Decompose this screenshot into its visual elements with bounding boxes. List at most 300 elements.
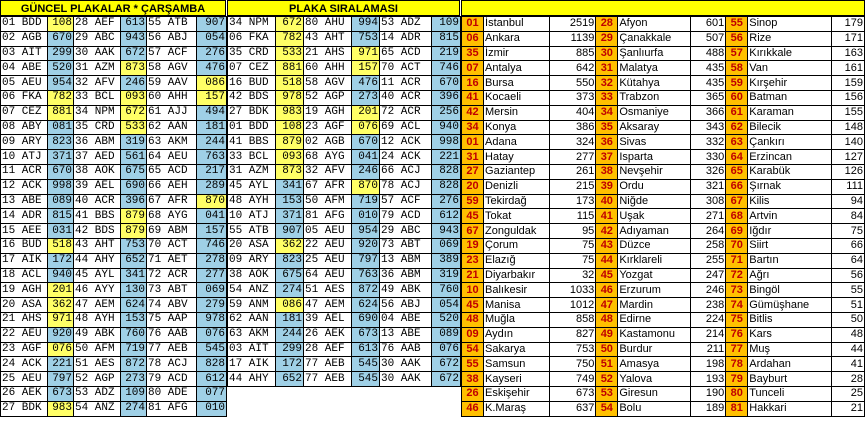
plate-number-cell: 797 bbox=[352, 253, 380, 268]
table-row bbox=[1, 31, 227, 46]
rank-cell: 47 bbox=[596, 298, 618, 313]
city-count-cell: 171 bbox=[831, 31, 864, 46]
plate-number-cell: 389 bbox=[432, 253, 461, 268]
plate-code-cell: 27 BDK bbox=[1, 401, 48, 416]
plate-number-cell: 675 bbox=[276, 268, 304, 283]
city-count-cell: 214 bbox=[691, 327, 726, 342]
plate-number-cell: 153 bbox=[121, 312, 147, 327]
rank-cell: 78 bbox=[726, 357, 748, 372]
rank-cell: 51 bbox=[596, 357, 618, 372]
city-count-cell: 115 bbox=[550, 209, 596, 224]
plate-number-cell: 828 bbox=[197, 357, 227, 372]
plate-code-cell: 40 ACR bbox=[74, 194, 121, 209]
city-count-cell: 56 bbox=[831, 268, 864, 283]
table-row bbox=[1, 120, 227, 135]
plate-code-cell: 58 AGV bbox=[304, 76, 352, 91]
plate-number-cell: 319 bbox=[121, 135, 147, 150]
table-row bbox=[462, 164, 865, 179]
plate-number-cell: 673 bbox=[352, 327, 380, 342]
rank-cell: 38 bbox=[596, 164, 618, 179]
city-name-cell: Trabzon bbox=[618, 90, 691, 105]
plate-code-cell: 28 AEF bbox=[304, 342, 352, 357]
city-count-cell: 173 bbox=[550, 194, 596, 209]
plate-code-cell: 49 ABK bbox=[380, 283, 432, 298]
city-count-cell: 41 bbox=[831, 357, 864, 372]
table-row bbox=[1, 150, 227, 165]
plate-number-cell: 746 bbox=[432, 61, 461, 76]
city-name-cell: Aydın bbox=[484, 327, 550, 342]
city-count-cell: 155 bbox=[831, 105, 864, 120]
plate-code-cell: 23 AGF bbox=[304, 120, 352, 135]
table-row bbox=[1, 357, 227, 372]
current-plates-block bbox=[0, 0, 226, 417]
table-row bbox=[462, 61, 865, 76]
table-row bbox=[228, 90, 461, 105]
plate-number-cell: 815 bbox=[432, 31, 461, 46]
table-row bbox=[1, 17, 227, 32]
city-count-cell: 827 bbox=[550, 327, 596, 342]
rank-cell: 72 bbox=[726, 268, 748, 283]
plate-code-cell: 75 AAP bbox=[147, 312, 197, 327]
plate-number-cell: 201 bbox=[352, 105, 380, 120]
table-row bbox=[228, 327, 461, 342]
city-count-cell: 161 bbox=[831, 61, 864, 76]
plate-number-cell: 157 bbox=[352, 61, 380, 76]
plate-code-cell: 11 ACR bbox=[1, 164, 48, 179]
table-row bbox=[462, 46, 865, 61]
plate-code-cell: 09 ARY bbox=[1, 135, 48, 150]
city-count-cell: 193 bbox=[691, 372, 726, 387]
table-row bbox=[1, 327, 227, 342]
city-name-cell: Kırıkkale bbox=[748, 46, 832, 61]
plate-code-cell: 05 AEU bbox=[1, 76, 48, 91]
plate-code-cell: 04 ABE bbox=[380, 312, 432, 327]
plate-number-cell: 881 bbox=[48, 105, 74, 120]
plate-number-cell: 920 bbox=[48, 327, 74, 342]
city-name-cell: Edirne bbox=[618, 312, 691, 327]
city-count-cell: 277 bbox=[550, 150, 596, 165]
plate-code-cell: 03 AIT bbox=[228, 342, 276, 357]
plate-number-cell: 157 bbox=[197, 90, 227, 105]
rank-cell: 34 bbox=[596, 105, 618, 120]
city-count-cell: 247 bbox=[691, 268, 726, 283]
plate-code-cell: 39 AEL bbox=[304, 312, 352, 327]
city-name-cell: Kilis bbox=[748, 194, 832, 209]
plate-number-cell: 010 bbox=[352, 209, 380, 224]
plate-number-cell: 545 bbox=[352, 372, 380, 387]
plate-code-cell: 66 AEH bbox=[147, 179, 197, 194]
rank-cell: 41 bbox=[596, 209, 618, 224]
plate-code-cell: 51 AES bbox=[74, 357, 121, 372]
rank-cell: 55 bbox=[462, 357, 484, 372]
plate-code-cell: 32 AFV bbox=[74, 76, 121, 91]
plate-code-cell: 52 AGP bbox=[304, 90, 352, 105]
plate-code-cell: 34 NPM bbox=[74, 105, 121, 120]
city-count-cell: 44 bbox=[831, 342, 864, 357]
plate-number-cell: 201 bbox=[48, 283, 74, 298]
table-row bbox=[1, 401, 227, 416]
plate-code-cell: 10 ATJ bbox=[228, 209, 276, 224]
plate-number-cell: 086 bbox=[276, 298, 304, 313]
plate-number-cell: 545 bbox=[352, 357, 380, 372]
rank-cell: 01 bbox=[462, 135, 484, 150]
city-count-cell: 324 bbox=[550, 135, 596, 150]
plate-code-cell: 21 AHS bbox=[304, 46, 352, 61]
plate-code-cell: 50 AFM bbox=[304, 194, 352, 209]
city-count-cell: 264 bbox=[691, 224, 726, 239]
plate-number-cell: 274 bbox=[276, 283, 304, 298]
city-count-cell: 642 bbox=[550, 61, 596, 76]
plate-code-cell: 65 ACD bbox=[380, 46, 432, 61]
plate-number-cell: 994 bbox=[352, 17, 380, 32]
rank-cell: 53 bbox=[596, 386, 618, 401]
plate-number-cell: 753 bbox=[121, 238, 147, 253]
rank-cell: 69 bbox=[726, 224, 748, 239]
rank-cell: 74 bbox=[726, 298, 748, 313]
city-count-cell: 75 bbox=[831, 224, 864, 239]
plate-number-cell: 076 bbox=[352, 120, 380, 135]
current-plates-header: GÜNCEL PLAKALAR * ÇARŞAMBA bbox=[0, 0, 226, 16]
table-row bbox=[228, 238, 461, 253]
city-count-cell: 1012 bbox=[550, 298, 596, 313]
plate-code-cell: 17 AIK bbox=[1, 253, 48, 268]
plate-number-cell: 872 bbox=[121, 357, 147, 372]
city-count-cell: 885 bbox=[550, 46, 596, 61]
city-name-cell: Eskişehir bbox=[484, 386, 550, 401]
plate-code-cell: 25 AEU bbox=[1, 372, 48, 387]
rank-cell: 61 bbox=[726, 105, 748, 120]
table-row bbox=[462, 357, 865, 372]
rank-cell: 49 bbox=[596, 327, 618, 342]
plate-number-cell: 879 bbox=[276, 135, 304, 150]
city-name-cell: Çanakkale bbox=[618, 31, 691, 46]
plate-code-cell: 48 AYH bbox=[228, 194, 276, 209]
plate-number-cell: 396 bbox=[432, 90, 461, 105]
table-row bbox=[462, 401, 865, 416]
plate-number-cell: 069 bbox=[197, 283, 227, 298]
rank-cell: 31 bbox=[462, 150, 484, 165]
plate-code-cell: 52 AGP bbox=[74, 372, 121, 387]
table-row bbox=[1, 135, 227, 150]
plate-number-cell: 690 bbox=[352, 312, 380, 327]
plate-number-cell: 069 bbox=[432, 238, 461, 253]
city-count-cell: 224 bbox=[691, 312, 726, 327]
plate-code-cell: 35 CRD bbox=[74, 120, 121, 135]
city-count-cell: 343 bbox=[691, 120, 726, 135]
city-name-cell: Zonguldak bbox=[484, 224, 550, 239]
plate-code-cell: 29 ABC bbox=[74, 31, 121, 46]
plate-number-cell: 907 bbox=[276, 224, 304, 239]
city-count-cell: 75 bbox=[550, 253, 596, 268]
city-name-cell: Kocaeli bbox=[484, 90, 550, 105]
city-count-cell: 365 bbox=[691, 90, 726, 105]
city-name-cell: Isparta bbox=[618, 150, 691, 165]
city-count-cell: 326 bbox=[691, 164, 726, 179]
city-name-cell: Konya bbox=[484, 120, 550, 135]
plate-number-cell: 828 bbox=[432, 164, 461, 179]
plate-code-cell: 70 ACT bbox=[147, 238, 197, 253]
plate-code-cell: 81 AFG bbox=[304, 209, 352, 224]
city-count-cell: 48 bbox=[831, 327, 864, 342]
city-name-cell: Çorum bbox=[484, 238, 550, 253]
city-name-cell: K.Maraş bbox=[484, 401, 550, 416]
plate-number-cell: 054 bbox=[432, 298, 461, 313]
city-name-cell: Osmaniye bbox=[618, 105, 691, 120]
table-row bbox=[228, 105, 461, 120]
table-row bbox=[462, 238, 865, 253]
plate-number-cell: 670 bbox=[352, 135, 380, 150]
city-count-cell: 25 bbox=[831, 386, 864, 401]
table-row bbox=[462, 327, 865, 342]
city-count-cell: 550 bbox=[550, 76, 596, 91]
rank-cell: 77 bbox=[726, 342, 748, 357]
plate-number-cell: 076 bbox=[432, 342, 461, 357]
plate-number-cell: 076 bbox=[197, 327, 227, 342]
rank-cell: 55 bbox=[726, 17, 748, 32]
plate-code-cell: 36 ABM bbox=[74, 135, 121, 150]
rank-cell: 45 bbox=[462, 298, 484, 313]
city-count-cell: 1033 bbox=[550, 283, 596, 298]
plate-code-cell: 78 ACJ bbox=[380, 179, 432, 194]
plate-code-cell: 61 AJJ bbox=[147, 105, 197, 120]
plate-number-cell: 943 bbox=[121, 31, 147, 46]
table-row bbox=[462, 312, 865, 327]
city-count-cell: 198 bbox=[691, 357, 726, 372]
table-row bbox=[1, 298, 227, 313]
plate-number-cell: 760 bbox=[432, 283, 461, 298]
plate-code-cell: 43 AHT bbox=[74, 238, 121, 253]
plate-number-cell: 670 bbox=[48, 164, 74, 179]
plate-code-cell: 16 BUD bbox=[1, 238, 48, 253]
plate-code-cell: 55 ATB bbox=[228, 224, 276, 239]
city-name-cell: Elazığ bbox=[484, 253, 550, 268]
plate-code-cell: 06 FKA bbox=[228, 31, 276, 46]
plate-number-cell: 879 bbox=[121, 209, 147, 224]
city-count-cell: 95 bbox=[550, 224, 596, 239]
plate-number-cell: 289 bbox=[197, 179, 227, 194]
plate-number-cell: 172 bbox=[276, 357, 304, 372]
rank-cell: 36 bbox=[596, 135, 618, 150]
plate-code-cell: 53 ADZ bbox=[380, 17, 432, 32]
plate-number-cell: 108 bbox=[48, 17, 74, 32]
city-count-cell: 2519 bbox=[550, 17, 596, 32]
city-ranking-block bbox=[461, 0, 865, 417]
city-count-cell: 1139 bbox=[550, 31, 596, 46]
table-row bbox=[462, 135, 865, 150]
city-name-cell: Karabük bbox=[748, 164, 832, 179]
plate-code-cell: 80 AHU bbox=[304, 17, 352, 32]
plate-number-cell: 089 bbox=[48, 194, 74, 209]
city-name-cell: Kastamonu bbox=[618, 327, 691, 342]
plate-number-cell: 870 bbox=[352, 179, 380, 194]
city-name-cell: Hatay bbox=[484, 150, 550, 165]
city-count-cell: 28 bbox=[831, 372, 864, 387]
city-count-cell: 255 bbox=[691, 253, 726, 268]
plate-number-cell: 652 bbox=[121, 253, 147, 268]
plate-number-cell: 545 bbox=[197, 342, 227, 357]
plate-code-cell: 01 BDD bbox=[1, 17, 48, 32]
plate-code-cell: 01 BDD bbox=[228, 120, 276, 135]
plate-sorting-table bbox=[227, 16, 461, 387]
plate-number-cell: 978 bbox=[276, 90, 304, 105]
plate-code-cell: 78 ACJ bbox=[147, 357, 197, 372]
city-count-cell: 749 bbox=[550, 372, 596, 387]
plate-code-cell: 25 AEU bbox=[304, 253, 352, 268]
plate-code-cell: 14 ADR bbox=[380, 31, 432, 46]
rank-cell: 37 bbox=[596, 150, 618, 165]
city-count-cell: 156 bbox=[831, 90, 864, 105]
plate-number-cell: 719 bbox=[121, 342, 147, 357]
plate-code-cell: 67 AFR bbox=[147, 194, 197, 209]
plate-code-cell: 59 AAV bbox=[147, 76, 197, 91]
city-count-cell: 404 bbox=[550, 105, 596, 120]
city-name-cell: Kars bbox=[748, 327, 832, 342]
city-count-cell: 435 bbox=[691, 76, 726, 91]
plate-number-cell: 652 bbox=[276, 372, 304, 387]
plate-code-cell: 73 ABT bbox=[147, 283, 197, 298]
plate-code-cell: 76 AAB bbox=[380, 342, 432, 357]
plate-code-cell: 77 AEB bbox=[147, 342, 197, 357]
plate-sorting-header: PLAKA SIRALAMASI bbox=[227, 0, 460, 16]
city-name-cell: Uşak bbox=[618, 209, 691, 224]
city-name-cell: Ağrı bbox=[748, 268, 832, 283]
plate-number-cell: 219 bbox=[432, 46, 461, 61]
plate-number-cell: 276 bbox=[432, 194, 461, 209]
plate-code-cell: 68 AYG bbox=[147, 209, 197, 224]
city-name-cell: Şırnak bbox=[748, 179, 832, 194]
plate-code-cell: 67 AFR bbox=[304, 179, 352, 194]
plate-number-cell: 476 bbox=[197, 61, 227, 76]
plate-code-cell: 62 AAN bbox=[228, 312, 276, 327]
table-row bbox=[1, 90, 227, 105]
plate-number-cell: 954 bbox=[352, 224, 380, 239]
rank-cell: 62 bbox=[726, 120, 748, 135]
plate-number-cell: 362 bbox=[276, 238, 304, 253]
table-row bbox=[228, 164, 461, 179]
plate-number-cell: 031 bbox=[48, 224, 74, 239]
city-name-cell: Sakarya bbox=[484, 342, 550, 357]
city-name-cell: Mersin bbox=[484, 105, 550, 120]
plate-code-cell: 74 ABV bbox=[147, 298, 197, 313]
rank-cell: 28 bbox=[596, 17, 618, 32]
plate-number-cell: 624 bbox=[121, 298, 147, 313]
plate-number-cell: 760 bbox=[121, 327, 147, 342]
rank-cell: 70 bbox=[726, 238, 748, 253]
table-row bbox=[228, 357, 461, 372]
city-count-cell: 159 bbox=[831, 76, 864, 91]
city-name-cell: Bayburt bbox=[748, 372, 832, 387]
plate-number-cell: 130 bbox=[121, 283, 147, 298]
plate-code-cell: 40 ACR bbox=[380, 90, 432, 105]
plate-code-cell: 24 ACK bbox=[380, 150, 432, 165]
city-name-cell: Erzincan bbox=[748, 150, 832, 165]
plate-number-cell: 319 bbox=[432, 268, 461, 283]
city-name-cell: Düzce bbox=[618, 238, 691, 253]
plate-code-cell: 68 AYG bbox=[304, 150, 352, 165]
plate-code-cell: 28 AEF bbox=[74, 17, 121, 32]
rank-cell: 07 bbox=[462, 61, 484, 76]
city-ranking-header bbox=[461, 0, 865, 16]
plate-number-cell: 672 bbox=[432, 372, 461, 387]
city-name-cell: Niğde bbox=[618, 194, 691, 209]
plate-code-cell: 16 BUD bbox=[228, 76, 276, 91]
plate-number-cell: 246 bbox=[352, 164, 380, 179]
plate-number-cell: 108 bbox=[276, 120, 304, 135]
plate-number-cell: 054 bbox=[197, 31, 227, 46]
city-count-cell: 127 bbox=[831, 150, 864, 165]
plate-number-cell: 612 bbox=[197, 372, 227, 387]
rank-cell: 27 bbox=[462, 164, 484, 179]
table-row bbox=[462, 372, 865, 387]
plate-number-cell: 870 bbox=[197, 194, 227, 209]
city-name-cell: Aksaray bbox=[618, 120, 691, 135]
plate-number-cell: 675 bbox=[121, 164, 147, 179]
plate-code-cell: 79 ACD bbox=[380, 209, 432, 224]
plate-code-cell: 06 FKA bbox=[1, 90, 48, 105]
plate-code-cell: 31 AZM bbox=[228, 164, 276, 179]
plate-code-cell: 54 ANZ bbox=[74, 401, 121, 416]
city-count-cell: 189 bbox=[691, 401, 726, 416]
city-name-cell: Artvin bbox=[748, 209, 832, 224]
rank-cell: 71 bbox=[726, 253, 748, 268]
plate-code-cell: 47 AEM bbox=[304, 298, 352, 313]
plate-code-cell: 13 ABE bbox=[380, 327, 432, 342]
city-count-cell: 308 bbox=[691, 194, 726, 209]
rank-cell: 35 bbox=[462, 46, 484, 61]
city-name-cell: Yalova bbox=[618, 372, 691, 387]
plate-number-cell: 273 bbox=[121, 372, 147, 387]
plate-code-cell: 02 AGB bbox=[1, 31, 48, 46]
plate-number-cell: 624 bbox=[352, 298, 380, 313]
plate-number-cell: 520 bbox=[48, 61, 74, 76]
plate-code-cell: 11 ACR bbox=[380, 76, 432, 91]
city-name-cell: Bursa bbox=[484, 76, 550, 91]
table-row bbox=[228, 179, 461, 194]
plate-number-cell: 719 bbox=[352, 194, 380, 209]
plate-number-cell: 940 bbox=[432, 120, 461, 135]
city-count-cell: 601 bbox=[691, 17, 726, 32]
table-row bbox=[462, 76, 865, 91]
city-name-cell: Balıkesir bbox=[484, 283, 550, 298]
rank-cell: 52 bbox=[596, 372, 618, 387]
table-row bbox=[462, 17, 865, 32]
plate-number-cell: 086 bbox=[197, 76, 227, 91]
city-name-cell: Yozgat bbox=[618, 268, 691, 283]
plate-code-cell: 62 AAN bbox=[147, 120, 197, 135]
rank-cell: 42 bbox=[462, 105, 484, 120]
table-row bbox=[1, 268, 227, 283]
city-count-cell: 258 bbox=[691, 238, 726, 253]
city-count-cell: 858 bbox=[550, 312, 596, 327]
plate-code-cell: 47 AEM bbox=[74, 298, 121, 313]
plate-number-cell: 221 bbox=[432, 150, 461, 165]
plate-code-cell: 38 AOK bbox=[228, 268, 276, 283]
plate-code-cell: 64 AEU bbox=[304, 268, 352, 283]
city-count-cell: 140 bbox=[831, 135, 864, 150]
rank-cell: 81 bbox=[726, 401, 748, 416]
city-count-cell: 332 bbox=[691, 135, 726, 150]
plate-number-cell: 872 bbox=[352, 283, 380, 298]
plate-code-cell: 44 AHY bbox=[228, 372, 276, 387]
rank-cell: 33 bbox=[596, 90, 618, 105]
plate-number-cell: 518 bbox=[48, 238, 74, 253]
rank-cell: 54 bbox=[596, 401, 618, 416]
table-row bbox=[228, 194, 461, 209]
plate-number-cell: 089 bbox=[432, 327, 461, 342]
table-row bbox=[1, 386, 227, 401]
table-row bbox=[462, 224, 865, 239]
rank-cell: 21 bbox=[462, 268, 484, 283]
